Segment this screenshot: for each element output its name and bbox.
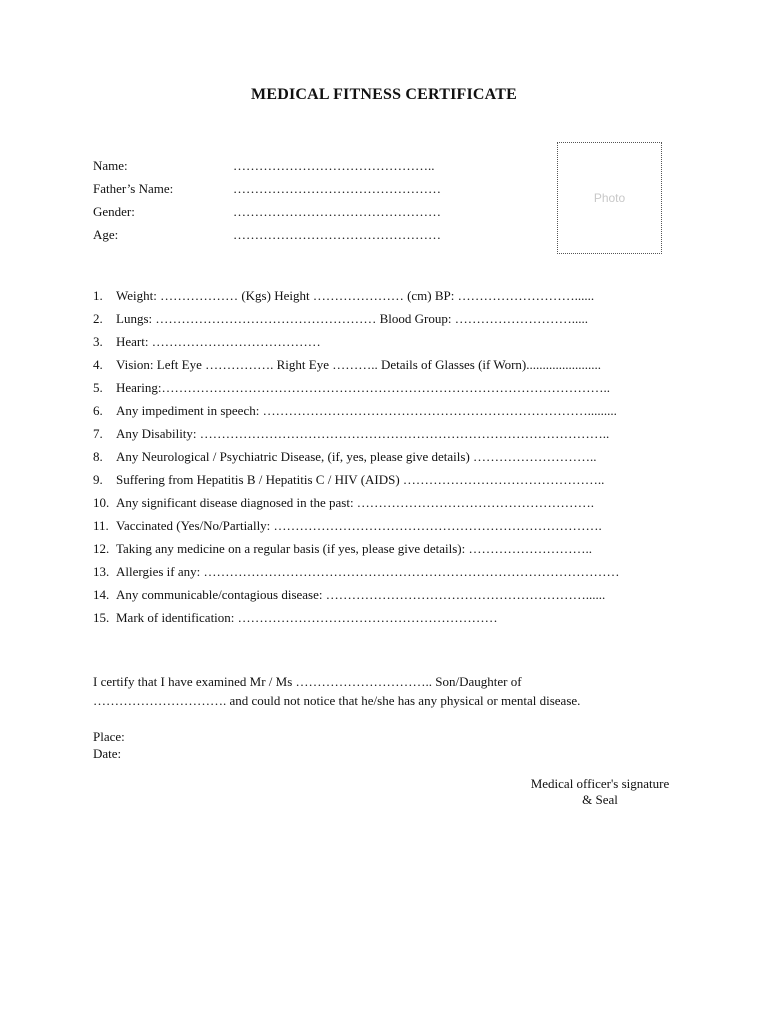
list-item (93, 333, 620, 356)
seal-label: & Seal (582, 792, 618, 807)
item-number: 12. (93, 541, 110, 556)
name-field (93, 158, 435, 174)
item-text: Any communicable/contagious disease: ……………………………………………………...... (116, 587, 606, 602)
list-item (93, 517, 620, 540)
item-number: 8. (93, 449, 103, 464)
item-number: 6. (93, 403, 103, 418)
item-number: 11. (93, 518, 109, 533)
item-number: 3. (93, 334, 103, 349)
list-item (93, 425, 620, 448)
item-number: 9. (93, 472, 103, 487)
gender-dots: ………………………………………… (233, 204, 441, 219)
item-text: Vision: Left Eye ……………. Right Eye ……….. Details of Glasses (if Worn)....................... (116, 357, 602, 372)
signature-block (500, 776, 700, 808)
item-text: Suffering from Hepatitis B / Hepatitis C / HIV (AIDS) ……………………………………….. (116, 472, 605, 487)
list-item (93, 379, 620, 402)
list-item (93, 471, 620, 494)
list-item (93, 540, 620, 563)
document-title: MEDICAL FITNESS CERTIFICATE (251, 86, 517, 103)
certify-line-1: I certify that I have examined Mr / Ms ………………………….. Son/Daughter of (93, 674, 522, 689)
name-label: Name: (93, 158, 128, 173)
item-number: 4. (93, 357, 103, 372)
place-label: Place: (93, 729, 125, 744)
father-name-field (93, 181, 441, 197)
certify-line-2: …………………………. and could not notice that he/she has any physical or mental disease. (93, 693, 581, 708)
age-label: Age: (93, 227, 119, 242)
item-text: Allergies if any: …………………………………………………………………………………… (116, 564, 620, 579)
item-text: Any Disability: ………………………………………………………………………………….. (116, 426, 610, 441)
item-text: Heart: ………………………………… (116, 334, 321, 349)
list-item (93, 494, 620, 517)
gender-label: Gender: (93, 204, 135, 219)
signature-label: Medical officer's signature (530, 776, 670, 791)
list-item (93, 287, 620, 310)
list-item (93, 310, 620, 333)
item-text: Vaccinated (Yes/No/Partially: …………………………………………………………………. (116, 518, 602, 533)
list-item (93, 448, 620, 471)
item-text: Lungs: …………………………………………… Blood Group: ………………………..... (116, 311, 588, 326)
item-number: 7. (93, 426, 103, 441)
item-text: Mark of identification: …………………………………………………… (116, 610, 498, 625)
item-text: Any Neurological / Psychiatric Disease, (if, yes, please give details) ……………………….. (116, 449, 597, 464)
photo-label: Photo (593, 191, 626, 205)
gender-field (93, 204, 441, 220)
item-number: 14. (93, 587, 110, 602)
item-text: Any significant disease diagnosed in the past: ………………………………………………. (116, 495, 595, 510)
father-name-dots: ………………………………………… (233, 181, 441, 196)
item-text: Taking any medicine on a regular basis (if yes, please give details): ……………………….. (116, 541, 592, 556)
item-text: Hearing:………………………………………………………………………………………….. (116, 380, 610, 395)
item-number: 15. (93, 610, 110, 625)
age-dots: ………………………………………… (233, 227, 441, 242)
examination-list (93, 287, 620, 632)
father-name-label: Father’s Name: (93, 181, 174, 196)
item-number: 2. (93, 311, 103, 326)
age-field (93, 227, 441, 243)
list-item (93, 402, 620, 425)
item-text: Any impediment in speech: …………………………………………………………………......... (116, 403, 617, 418)
item-number: 5. (93, 380, 103, 395)
photo-box (557, 142, 662, 254)
item-number: 10. (93, 495, 110, 510)
list-item (93, 563, 620, 586)
list-item (93, 609, 620, 632)
name-dots: ……………………………………….. (233, 158, 435, 173)
date-label: Date: (93, 746, 122, 761)
item-number: 13. (93, 564, 110, 579)
list-item (93, 356, 620, 379)
item-number: 1. (93, 288, 103, 303)
list-item (93, 586, 620, 609)
item-text: Weight: ……………… (Kgs) Height ………………… (cm) BP: ………………………...... (116, 288, 595, 303)
